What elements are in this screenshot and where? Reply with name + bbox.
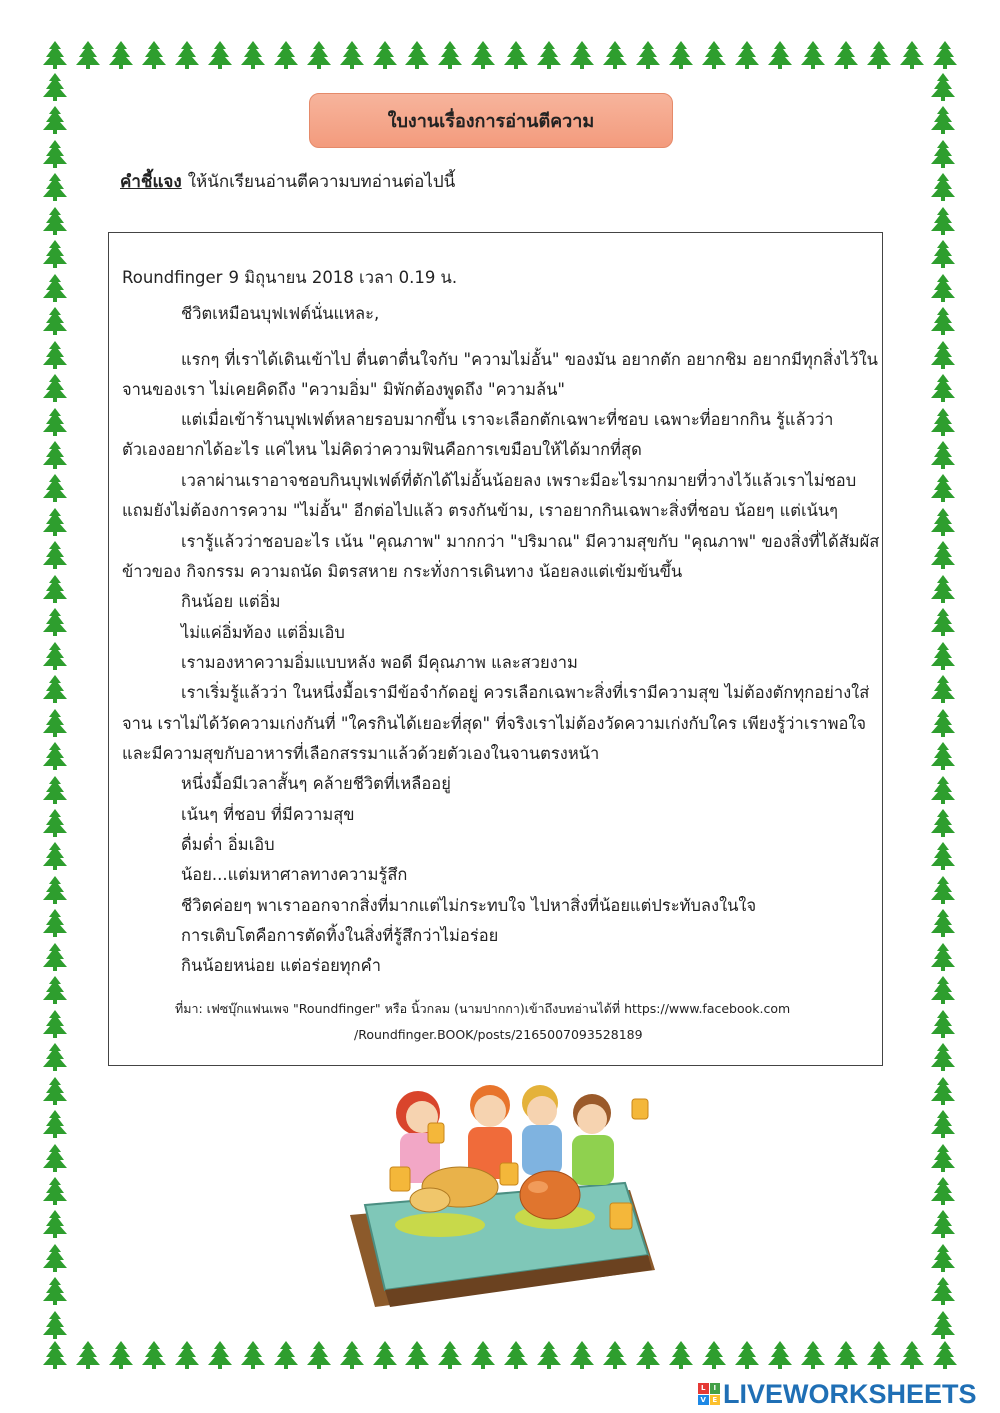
tree-icon — [928, 607, 958, 637]
tree-icon — [600, 1340, 630, 1370]
passage-line: น้อย...แต่มหาศาลทางความรู้สึก — [181, 865, 408, 884]
passage-line: หนึ่งมื้อมีเวลาสั้นๆ คล้ายชีวิตที่เหลืออยู่ — [181, 774, 451, 793]
border-right — [928, 72, 960, 1340]
tree-icon — [40, 875, 70, 905]
tree-icon — [40, 72, 70, 102]
tree-icon — [370, 1340, 400, 1370]
passage-line: จาน เราไม่ได้วัดความเก่งกันที่ "ใครกินได้เยอะที่สุด" ที่จริงเราไม่ต้องวัดความเก่งกับใคร เพียงรู้ว่าเราพอใจ — [122, 714, 867, 733]
tree-icon — [40, 808, 70, 838]
source-citation: ที่มา: เฟซบุ๊กแฟนเพจ "Roundfinger" หรือ นิ้วกลม (นามปากกา)เข้าถึงบทอ่านได้ที่ https://www.facebook.com — [175, 1001, 791, 1016]
tree-icon — [928, 139, 958, 169]
tree-icon — [40, 841, 70, 871]
tree-icon — [928, 641, 958, 671]
tree-icon — [271, 1340, 301, 1370]
passage-line: เน้นๆ ที่ชอบ ที่มีความสุข — [181, 805, 355, 824]
tree-icon — [238, 40, 268, 70]
passage-line: จานของเรา ไม่เคยคิดถึง "ความอิ่ม" มิพักต้องพูดถึง "ความล้น" — [122, 380, 566, 399]
tree-icon — [930, 40, 960, 70]
tree-icon — [40, 105, 70, 135]
tree-icon — [40, 741, 70, 771]
author-name: Roundfinger — [122, 268, 223, 287]
tree-icon — [40, 540, 70, 570]
tree-icon — [40, 1243, 70, 1273]
tree-icon — [40, 239, 70, 269]
tree-icon — [304, 40, 334, 70]
tree-icon — [928, 574, 958, 604]
tree-icon — [928, 1042, 958, 1072]
tree-icon — [666, 40, 696, 70]
border-left — [40, 72, 72, 1340]
logo-badge-letter: V — [698, 1395, 709, 1406]
buffet-friends-illustration — [330, 1075, 670, 1310]
tree-icon — [928, 708, 958, 738]
tree-icon — [699, 1340, 729, 1370]
tree-icon — [40, 1042, 70, 1072]
tree-icon — [928, 942, 958, 972]
tree-icon — [40, 1340, 70, 1370]
passage-line: ชีวิตค่อยๆ พาเราออกจากสิ่งที่มากแต่ไม่กระทบใจ ไปหาสิ่งที่น้อยแต่ประทับลงในใจ — [181, 896, 757, 915]
tree-icon — [765, 40, 795, 70]
tree-icon — [402, 40, 432, 70]
tree-icon — [928, 306, 958, 336]
tree-icon — [40, 407, 70, 437]
logo-text: LIVEWORKSHEETS — [723, 1378, 977, 1409]
tree-icon — [928, 1243, 958, 1273]
tree-icon — [928, 674, 958, 704]
tree-icon — [928, 507, 958, 537]
tree-icon — [40, 306, 70, 336]
logo-badge — [698, 1383, 720, 1405]
tree-icon — [40, 340, 70, 370]
tree-icon — [928, 373, 958, 403]
tree-icon — [765, 1340, 795, 1370]
tree-icon — [666, 1340, 696, 1370]
tree-icon — [798, 1340, 828, 1370]
passage-line: เรามองหาความอิ่มแบบหลัง พอดี มีคุณภาพ และสวยงาม — [181, 653, 578, 672]
tree-icon — [40, 908, 70, 938]
passage-line: ข้าวของ กิจกรรม ความถนัด มิตรสหาย กระทั่งการเดินทาง น้อยลงแต่เข้มข้นขึ้น — [122, 562, 683, 581]
tree-icon — [40, 172, 70, 202]
tree-icon — [40, 641, 70, 671]
tree-icon — [402, 1340, 432, 1370]
tree-icon — [928, 1009, 958, 1039]
tree-icon — [73, 1340, 103, 1370]
instruction-label: คำชี้แจง — [120, 172, 182, 192]
instruction-text: ให้นักเรียนอ่านตีความบทอ่านต่อไปนี้ — [187, 172, 456, 192]
tree-icon — [501, 1340, 531, 1370]
passage-line: ตัวเองอยากได้อะไร แค่ไหน ไม่คิดว่าความฟินคือการเขมือบให้ได้มากที่สุด — [122, 440, 642, 459]
tree-icon — [40, 975, 70, 1005]
tree-icon — [928, 741, 958, 771]
tree-icon — [40, 206, 70, 236]
tree-icon — [271, 40, 301, 70]
passage-line: เรารู้แล้วว่าชอบอะไร เน้น "คุณภาพ" มากกว่า "ปริมาณ" มีความสุขกับ "คุณภาพ" ของสิ่งที่ได้สัมผัส — [181, 532, 880, 551]
tree-icon — [304, 1340, 334, 1370]
tree-icon — [928, 808, 958, 838]
tree-icon — [928, 1076, 958, 1106]
passage-line: แถมยังไม่ต้องการความ "ไม่อั้น" อีกต่อไปแล้ว ตรงกันข้าม, เราอยากกินเฉพาะสิ่งที่ชอบ น้อยๆ แต่เน้นๆ — [122, 501, 839, 520]
tree-icon — [337, 1340, 367, 1370]
kid-green — [572, 1094, 614, 1185]
tree-icon — [435, 1340, 465, 1370]
tree-icon — [40, 775, 70, 805]
tree-icon — [501, 40, 531, 70]
tree-icon — [238, 1340, 268, 1370]
liveworksheets-logo — [698, 1378, 977, 1410]
passage-line: เราเริ่มรู้แล้วว่า ในหนึ่งมื้อเรามีข้อจำกัดอยู่ ควรเลือกเฉพาะสิ่งที่เรามีความสุข ไม่ต้องตักทุกอย่างใส่ — [181, 683, 870, 702]
border-top — [40, 40, 960, 72]
tree-icon — [40, 1209, 70, 1239]
tree-icon — [40, 942, 70, 972]
worksheet-title: ใบงานเรื่องการอ่านตีความ — [309, 93, 673, 148]
tree-icon — [928, 440, 958, 470]
tree-icon — [864, 1340, 894, 1370]
tree-icon — [928, 1143, 958, 1173]
tree-icon — [928, 273, 958, 303]
tree-icon — [40, 1109, 70, 1139]
border-bottom — [40, 1340, 960, 1372]
tree-icon — [699, 40, 729, 70]
tree-icon — [534, 1340, 564, 1370]
passage-line: ชีวิตเหมือนบุฟเฟต์นั่นแหละ, — [181, 304, 380, 323]
tree-icon — [468, 40, 498, 70]
tree-icon — [40, 1143, 70, 1173]
passage-line: กินน้อยหน่อย แต่อร่อยทุกคำ — [181, 956, 381, 975]
tree-icon — [928, 540, 958, 570]
tree-icon — [928, 1276, 958, 1306]
tree-icon — [928, 1109, 958, 1139]
tree-icon — [928, 975, 958, 1005]
logo-badge-letter: E — [710, 1395, 721, 1406]
tree-icon — [205, 1340, 235, 1370]
tree-icon — [928, 875, 958, 905]
tree-icon — [928, 172, 958, 202]
tree-icon — [40, 674, 70, 704]
tree-icon — [928, 473, 958, 503]
tree-icon — [928, 340, 958, 370]
post-date: 9 มิถุนายน 2018 เวลา 0.19 น. — [228, 268, 458, 287]
tree-icon — [40, 607, 70, 637]
tree-icon — [139, 40, 169, 70]
tree-icon — [534, 40, 564, 70]
tree-icon — [40, 1009, 70, 1039]
tree-icon — [370, 40, 400, 70]
passage-line: ดื่มด่ำ อิ่มเอิบ — [181, 835, 275, 854]
tree-icon — [600, 40, 630, 70]
tree-icon — [831, 1340, 861, 1370]
tree-icon — [139, 1340, 169, 1370]
tree-icon — [40, 139, 70, 169]
tree-icon — [468, 1340, 498, 1370]
tree-icon — [732, 1340, 762, 1370]
passage-line: เวลาผ่านเราอาจชอบกินบุฟเฟต์ที่ตักได้ไม่อั้นน้อยลง เพราะมีอะไรมากมายที่วางไว้แล้วเราไม่ชอบ — [181, 471, 857, 490]
instruction — [120, 168, 455, 195]
source-url: /Roundfinger.BOOK/posts/2165007093528189 — [354, 1027, 643, 1042]
tree-icon — [831, 40, 861, 70]
tree-icon — [633, 40, 663, 70]
tree-icon — [567, 40, 597, 70]
tree-icon — [928, 841, 958, 871]
tree-icon — [73, 40, 103, 70]
tree-icon — [40, 574, 70, 604]
tree-icon — [798, 40, 828, 70]
tree-icon — [928, 1310, 958, 1340]
passage-line: และมีความสุขกับอาหารที่เลือกสรรมาแล้วด้วยตัวเองในจานตรงหน้า — [122, 744, 600, 763]
logo-badge-letter: L — [698, 1383, 709, 1394]
tree-icon — [864, 40, 894, 70]
tree-icon — [40, 40, 70, 70]
tree-icon — [928, 407, 958, 437]
tree-icon — [928, 105, 958, 135]
tree-icon — [928, 775, 958, 805]
tree-icon — [40, 473, 70, 503]
tree-icon — [567, 1340, 597, 1370]
tree-icon — [40, 1176, 70, 1206]
tree-icon — [40, 373, 70, 403]
passage-line: การเติบโตคือการตัดทิ้งในสิ่งที่รู้สึกว่าไม่อร่อย — [181, 926, 499, 945]
tree-icon — [435, 40, 465, 70]
tree-icon — [205, 40, 235, 70]
tree-icon — [337, 40, 367, 70]
logo-badge-letter: I — [710, 1383, 721, 1394]
passage-line: แรกๆ ที่เราได้เดินเข้าไป ตื่นตาตื่นใจกับ "ความไม่อั้น" ของมัน อยากตัก อยากชิม อยากมีทุกสิ่งไว้ใน — [181, 350, 878, 369]
passage-line: แต่เมื่อเข้าร้านบุฟเฟต์หลายรอบมากขึ้น เราจะเลือกตักเฉพาะที่ชอบ เฉพาะที่อยากกิน รู้แล้วว่า — [181, 410, 834, 429]
tree-icon — [930, 1340, 960, 1370]
tree-icon — [40, 1276, 70, 1306]
tree-icon — [40, 440, 70, 470]
passage-line: ไม่แค่อิ่มท้อง แต่อิ่มเอิบ — [181, 623, 345, 642]
tree-icon — [40, 1310, 70, 1340]
tree-icon — [928, 239, 958, 269]
tree-icon — [633, 1340, 663, 1370]
kid-yellow — [522, 1085, 562, 1175]
tree-icon — [928, 1176, 958, 1206]
tree-icon — [928, 1209, 958, 1239]
tree-icon — [40, 507, 70, 537]
tree-icon — [928, 72, 958, 102]
passage-line: กินน้อย แต่อิ่ม — [181, 592, 281, 611]
tree-icon — [172, 1340, 202, 1370]
tree-icon — [732, 40, 762, 70]
tree-icon — [40, 273, 70, 303]
tree-icon — [897, 1340, 927, 1370]
tree-icon — [172, 40, 202, 70]
tree-icon — [106, 40, 136, 70]
reading-passage-box — [108, 232, 883, 1066]
tree-icon — [928, 206, 958, 236]
tree-icon — [897, 40, 927, 70]
tree-icon — [928, 908, 958, 938]
tree-icon — [106, 1340, 136, 1370]
passage-header — [122, 265, 457, 291]
tree-icon — [40, 708, 70, 738]
tree-icon — [40, 1076, 70, 1106]
